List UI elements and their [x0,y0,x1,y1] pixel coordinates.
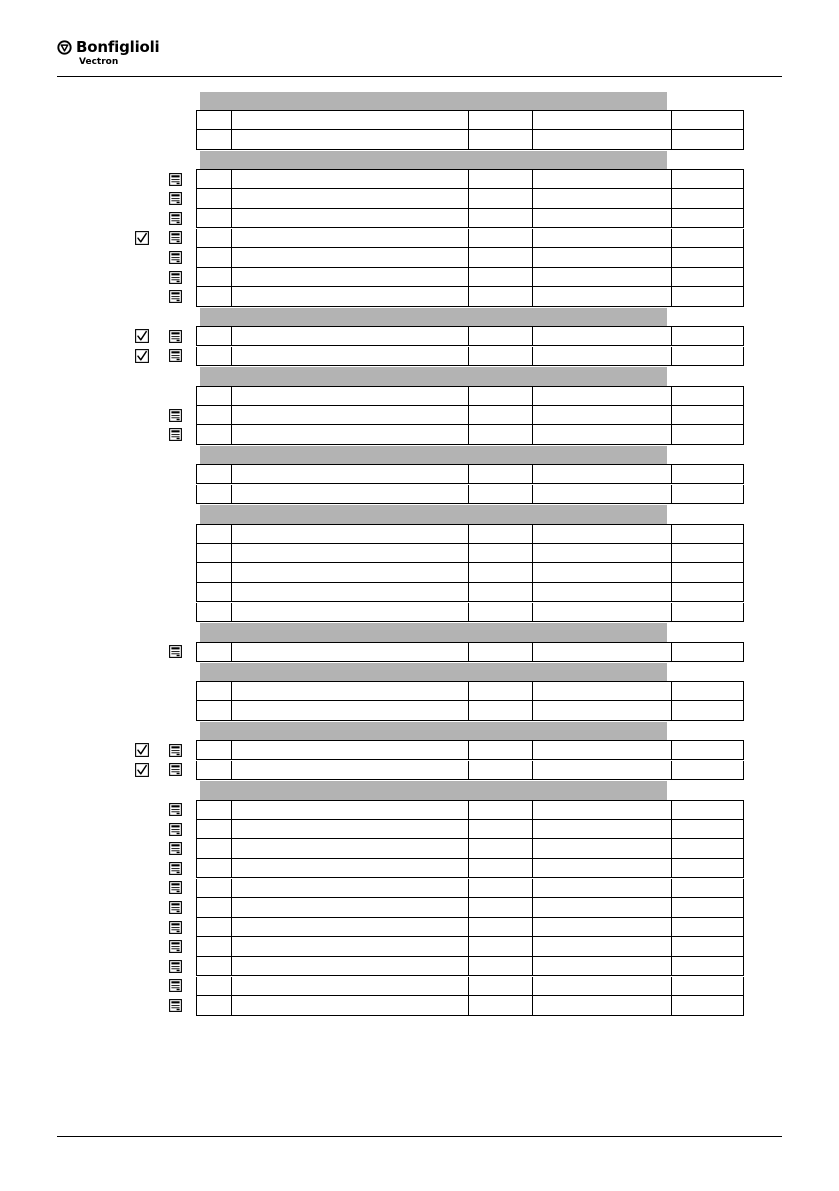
table-cell [232,643,469,661]
table-row [196,110,744,130]
table-cell [672,130,743,149]
table-cell [672,801,743,819]
table-cell [469,603,533,622]
table-cell [672,957,743,976]
table-cell [232,879,469,898]
table-row [196,859,744,879]
table-cell [672,347,743,366]
table-cell [533,544,672,563]
table-cell [469,406,533,425]
table-cell [672,879,743,898]
table-cell [197,820,232,839]
table-cell [232,544,469,563]
table-cell [469,682,533,700]
control-panel-icon [169,409,182,422]
table-cell [469,387,533,405]
control-panel-icon [169,803,182,816]
table-cell [672,761,743,780]
table-cell [469,918,533,937]
table-cell [197,859,232,878]
table-cell [672,229,743,248]
table-cell [672,820,743,839]
table-cell [469,820,533,839]
checkbox-checked-icon [135,763,149,777]
table-row [196,977,744,997]
table-cell [232,701,469,720]
table-cell [197,603,232,622]
table-row [196,937,744,957]
table-cell [469,229,533,248]
table-row [196,761,744,781]
table-cell [197,918,232,937]
table-cell [469,957,533,976]
table-cell [197,583,232,602]
table-cell [197,209,232,228]
table-cell [232,918,469,937]
table-cell [533,485,672,504]
table-cell [197,387,232,405]
table-cell [197,485,232,504]
table-cell [232,130,469,149]
table-cell [533,701,672,720]
table-row [196,229,744,249]
table-cell [533,347,672,366]
control-panel-icon [169,330,182,343]
table-cell [232,485,469,504]
control-panel-icon [169,349,182,362]
table-cell [197,248,232,267]
table-cell [533,898,672,917]
table-cell [232,898,469,917]
table-cell [469,701,533,720]
table-cell [469,170,533,188]
table-cell [533,761,672,780]
table-cell [533,465,672,483]
table-cell [232,859,469,878]
table-cell [197,996,232,1015]
table-cell [197,839,232,858]
table-cell [469,977,533,996]
table-cell [533,957,672,976]
table-cell [672,327,743,345]
table-cell [672,268,743,287]
table-cell [533,287,672,306]
table-cell [533,937,672,956]
table-cell [469,130,533,149]
table-cell [533,406,672,425]
table-cell [232,406,469,425]
brand-name: Bonfiglioli [76,38,160,56]
table-cell [533,130,672,149]
table-cell [533,425,672,444]
table-cell [469,287,533,306]
table-row [196,879,744,899]
table-cell [672,937,743,956]
table-cell [232,425,469,444]
table-cell [672,465,743,483]
table-row [196,839,744,859]
table-cell [469,761,533,780]
table-cell [197,741,232,759]
table-row [196,957,744,977]
table-cell [232,111,469,129]
table-cell [533,741,672,759]
table-cell [672,701,743,720]
table-cell [533,820,672,839]
table-cell [197,879,232,898]
table-cell [197,977,232,996]
table-cell [197,701,232,720]
checkbox-checked-icon [135,329,149,343]
control-panel-icon [169,744,182,757]
checkbox-checked-icon [135,231,149,245]
table-cell [469,898,533,917]
table-cell [533,327,672,345]
table-cell [232,937,469,956]
control-panel-icon [169,428,182,441]
table-cell [469,485,533,504]
table-cell [232,465,469,483]
table-cell [672,170,743,188]
table-cell [197,111,232,129]
table-row [196,583,744,603]
table-row [196,820,744,840]
table-cell [672,248,743,267]
table-row [196,425,744,445]
table-cell [672,425,743,444]
table-cell [533,209,672,228]
table-cell [232,387,469,405]
table-cell [197,347,232,366]
table-cell [533,996,672,1015]
table-cell [533,682,672,700]
control-panel-icon [169,979,182,992]
table-cell [533,918,672,937]
table-cell [197,170,232,188]
table-cell [197,465,232,483]
table-cell [533,643,672,661]
brand-subtitle: Vectron [79,57,119,67]
table-row [196,485,744,505]
table-cell [469,327,533,345]
control-panel-icon [169,763,182,776]
table-cell [533,839,672,858]
table-row [196,603,744,623]
table-cell [197,525,232,543]
table-cell [672,918,743,937]
control-panel-icon [169,881,182,894]
control-panel-icon [169,645,182,658]
table-cell [672,544,743,563]
table-cell [232,327,469,345]
table-cell [672,485,743,504]
table-cell [232,347,469,366]
table-cell [469,248,533,267]
table-row [196,287,744,307]
control-panel-icon [169,823,182,836]
table-cell [232,268,469,287]
table-cell [533,583,672,602]
table-cell [197,801,232,819]
table-cell [469,563,533,582]
table-cell [672,839,743,858]
table-row [196,898,744,918]
table-row [196,642,744,662]
table-cell [197,643,232,661]
table-row [196,268,744,288]
table-cell [469,189,533,208]
table-cell [533,563,672,582]
table-cell [533,387,672,405]
control-panel-icon [169,960,182,973]
group-header-bar [200,722,667,741]
table-cell [672,525,743,543]
table-row [196,209,744,229]
table-cell [672,682,743,700]
table-cell [469,859,533,878]
table-row [196,681,744,701]
table-cell [469,801,533,819]
table-cell [197,406,232,425]
control-panel-icon [169,842,182,855]
table-cell [469,347,533,366]
table-cell [232,525,469,543]
table-row [196,800,744,820]
table-cell [672,603,743,622]
control-panel-icon [169,271,182,284]
table-row [196,189,744,209]
table-cell [232,741,469,759]
checkbox-checked-icon [135,349,149,363]
table-cell [232,801,469,819]
table-cell [533,111,672,129]
control-panel-icon [169,173,182,186]
table-cell [469,741,533,759]
group-header-bar [200,663,667,682]
table-cell [469,465,533,483]
footer-divider [57,1136,782,1137]
table-cell [197,327,232,345]
table-cell [232,209,469,228]
table-row [196,918,744,938]
table-cell [672,741,743,759]
group-header-bar [200,308,667,327]
table-row [196,524,744,544]
table-row [196,464,744,484]
table-cell [232,189,469,208]
group-header-bar [200,505,667,524]
table-cell [232,820,469,839]
table-cell [672,287,743,306]
table-row [196,544,744,564]
table-cell [469,879,533,898]
table-cell [232,996,469,1015]
control-panel-icon [169,192,182,205]
table-row [196,996,744,1016]
checkbox-checked-icon [135,743,149,757]
table-cell [197,682,232,700]
table-row [196,406,744,426]
table-cell [533,170,672,188]
table-cell [232,977,469,996]
table-cell [533,879,672,898]
control-panel-icon [169,231,182,244]
group-header-bar [200,92,667,111]
control-panel-icon [169,290,182,303]
table-cell [533,859,672,878]
table-cell [533,229,672,248]
table-cell [672,387,743,405]
table-cell [232,583,469,602]
table-cell [469,996,533,1015]
control-panel-icon [169,901,182,914]
table-cell [672,583,743,602]
group-header-bar [200,151,667,170]
table-cell [232,603,469,622]
table-cell [533,525,672,543]
table-cell [469,839,533,858]
table-cell [672,209,743,228]
table-cell [197,761,232,780]
table-cell [533,248,672,267]
table-row [196,701,744,721]
control-panel-icon [169,999,182,1012]
table-cell [197,229,232,248]
table-cell [197,544,232,563]
control-panel-icon [169,862,182,875]
table-row [196,386,744,406]
table-cell [232,170,469,188]
group-header-bar [200,781,667,800]
table-cell [469,583,533,602]
control-panel-icon [169,921,182,934]
table-cell [232,563,469,582]
table-cell [533,189,672,208]
table-cell [672,643,743,661]
table-cell [469,111,533,129]
table-cell [469,525,533,543]
group-header-bar [200,367,667,386]
table-cell [672,189,743,208]
table-cell [232,839,469,858]
table-row [196,326,744,346]
table-row [196,347,744,367]
table-cell [197,957,232,976]
control-panel-icon [169,940,182,953]
table-cell [469,209,533,228]
table-cell [197,563,232,582]
table-cell [533,977,672,996]
table-row [196,248,744,268]
table-cell [469,544,533,563]
group-header-bar [200,623,667,642]
table-cell [197,268,232,287]
table-cell [232,287,469,306]
table-cell [672,406,743,425]
table-cell [469,643,533,661]
table-cell [197,287,232,306]
table-cell [672,563,743,582]
table-cell [197,425,232,444]
table-row [196,169,744,189]
table-cell [469,268,533,287]
table-cell [533,268,672,287]
table-cell [232,248,469,267]
table-cell [197,937,232,956]
table-cell [232,229,469,248]
table-cell [672,111,743,129]
table-row [196,563,744,583]
table-cell [533,801,672,819]
table-cell [197,130,232,149]
table-row [196,740,744,760]
table-row [196,130,744,150]
table-cell [672,977,743,996]
table-cell [469,425,533,444]
table-cell [232,957,469,976]
table-cell [197,189,232,208]
control-panel-icon [169,212,182,225]
table-cell [232,682,469,700]
table-cell [197,898,232,917]
table-cell [469,937,533,956]
control-panel-icon [169,251,182,264]
table-cell [672,898,743,917]
table-cell [232,761,469,780]
group-header-bar [200,446,667,465]
table-cell [672,859,743,878]
table-cell [533,603,672,622]
table-cell [672,996,743,1015]
